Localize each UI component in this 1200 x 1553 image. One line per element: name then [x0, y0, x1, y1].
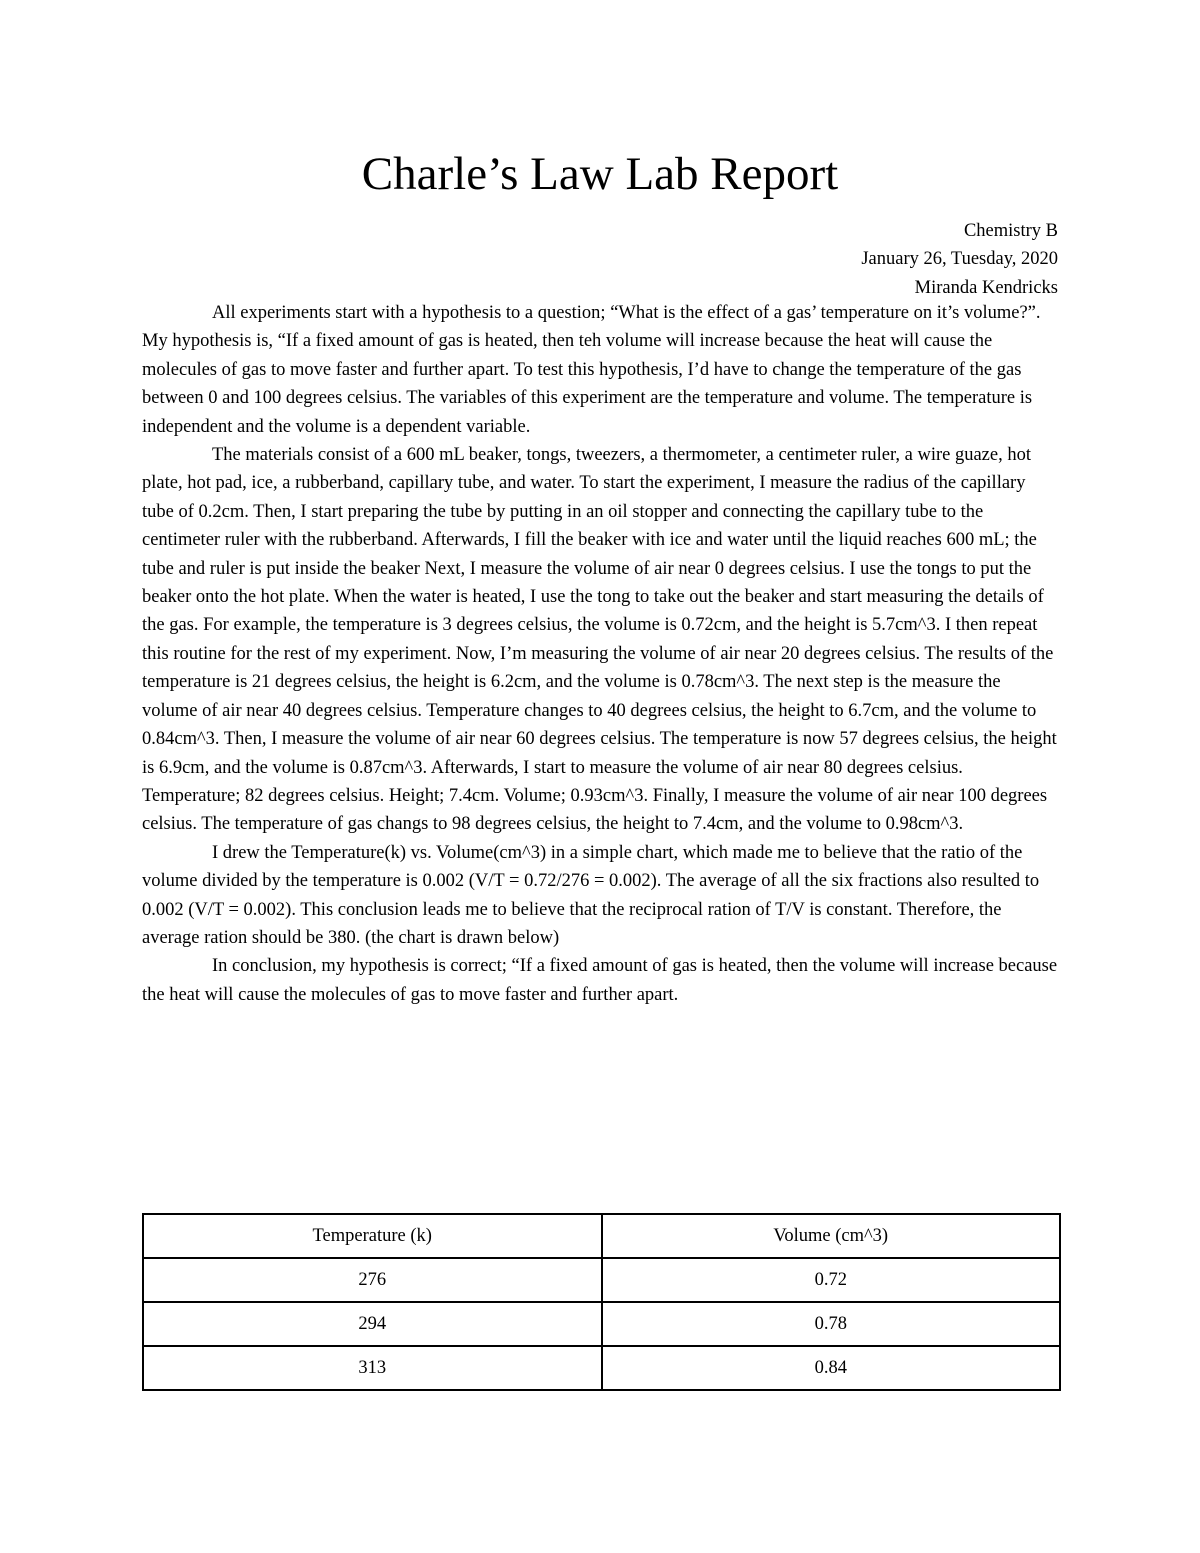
table-row	[143, 1258, 1060, 1302]
paragraph-hypothesis: All experiments start with a hypothesis to a question; “What is the effect of a gas’ temperature on it’s volume?”. My hypothesis is, “If a fixed amount of gas is heated, then teh volume will increase because the heat will cause the molecules of gas to move faster and further apart. To test this hypothesis, I’d have to change the temperature of the gas between 0 and 100 degrees celsius. The variables of this experiment are the temperature and volume. The temperature is independent and the volume is a dependent variable.	[142, 303, 1041, 437]
document-title: Charle’s Law Lab Report	[361, 148, 839, 200]
author-name: Miranda Kendricks	[914, 277, 1058, 298]
report-body	[142, 299, 1058, 1009]
paragraph-conclusion: In conclusion, my hypothesis is correct; “If a fixed amount of gas is heated, then the volume will increase because the heat will cause the molecules of gas to move faster and further apart.	[142, 956, 1058, 1005]
table-cell: 0.72	[602, 1258, 1061, 1302]
table-row	[143, 1346, 1060, 1390]
table-cell: 294	[143, 1302, 602, 1346]
table-header-cell: Temperature (k)	[143, 1214, 602, 1258]
report-date: January 26, Tuesday, 2020	[861, 249, 1058, 270]
table-header-cell: Volume (cm^3)	[602, 1214, 1061, 1258]
temperature-volume-table	[142, 1213, 1061, 1391]
paragraph-analysis: I drew the Temperature(k) vs. Volume(cm^3) in a simple chart, which made me to believe that the ratio of the volume divided by the temperature is 0.002 (V/T = 0.72/276 = 0.002). The average of all the six fractions also resulted to 0.002 (V/T = 0.002). This conclusion leads me to believe that the reciprocal ration of T/V is constant. Therefore, the average ration should be 380. (the chart is drawn below)	[142, 842, 1040, 948]
table-header-row	[143, 1214, 1060, 1258]
paragraph-procedure: The materials consist of a 600 mL beaker, tongs, tweezers, a thermometer, a centimeter ruler, a wire guaze, hot plate, hot pad, ice, a rubberband, capillary tube, and water. To start the experiment, I measure the radius of the capillary tube of 0.2cm. Then, I start preparing the tube by putting in an oil stopper and connecting the capillary tube to the centimeter ruler with the rubberband. Afterwards, I fill the beaker with ice and water until the liquid reaches 600 mL; the tube and ruler is put inside the beaker Next, I measure the volume of air near 0 degrees celsius. I use the tongs to put the beaker onto the hot plate. When the water is heated, I use the tong to take out the beaker and start measuring the details of the gas. For example, the temperature is 3 degrees celsius, the volume is 0.72cm, and the height is 5.7cm^3. I then repeat this routine for the rest of my experiment. Now, I’m measuring the volume of air near 20 degrees celsius. The results of the temperature is 21 degrees celsius, the height is 6.2cm, and the volume is 0.78cm^3. The next step is the measure the volume of air near 40 degrees celsius. Temperature changes to 40 degrees celsius, the height to 6.7cm, and the volume to 0.84cm^3. Then, I measure the volume of air near 60 degrees celsius. The temperature is now 57 degrees celsius, the height is 6.9cm, and the volume is 0.87cm^3. Afterwards, I start to measure the volume of air near 80 degrees celsius. Temperature; 82 degrees celsius. Height; 7.4cm. Volume; 0.93cm^3. Finally, I measure the volume of air near 100 degrees celsius. The temperature of gas changs to 98 degrees celsius, the height to 7.4cm, and the volume to 0.98cm^3.	[142, 445, 1057, 835]
course-name: Chemistry B	[963, 221, 1058, 241]
table-row	[143, 1302, 1060, 1346]
table-cell: 276	[143, 1258, 602, 1302]
table-cell: 0.84	[602, 1346, 1061, 1390]
document-header-info	[861, 217, 1058, 302]
table-cell: 313	[143, 1346, 602, 1390]
table-cell: 0.78	[602, 1302, 1061, 1346]
